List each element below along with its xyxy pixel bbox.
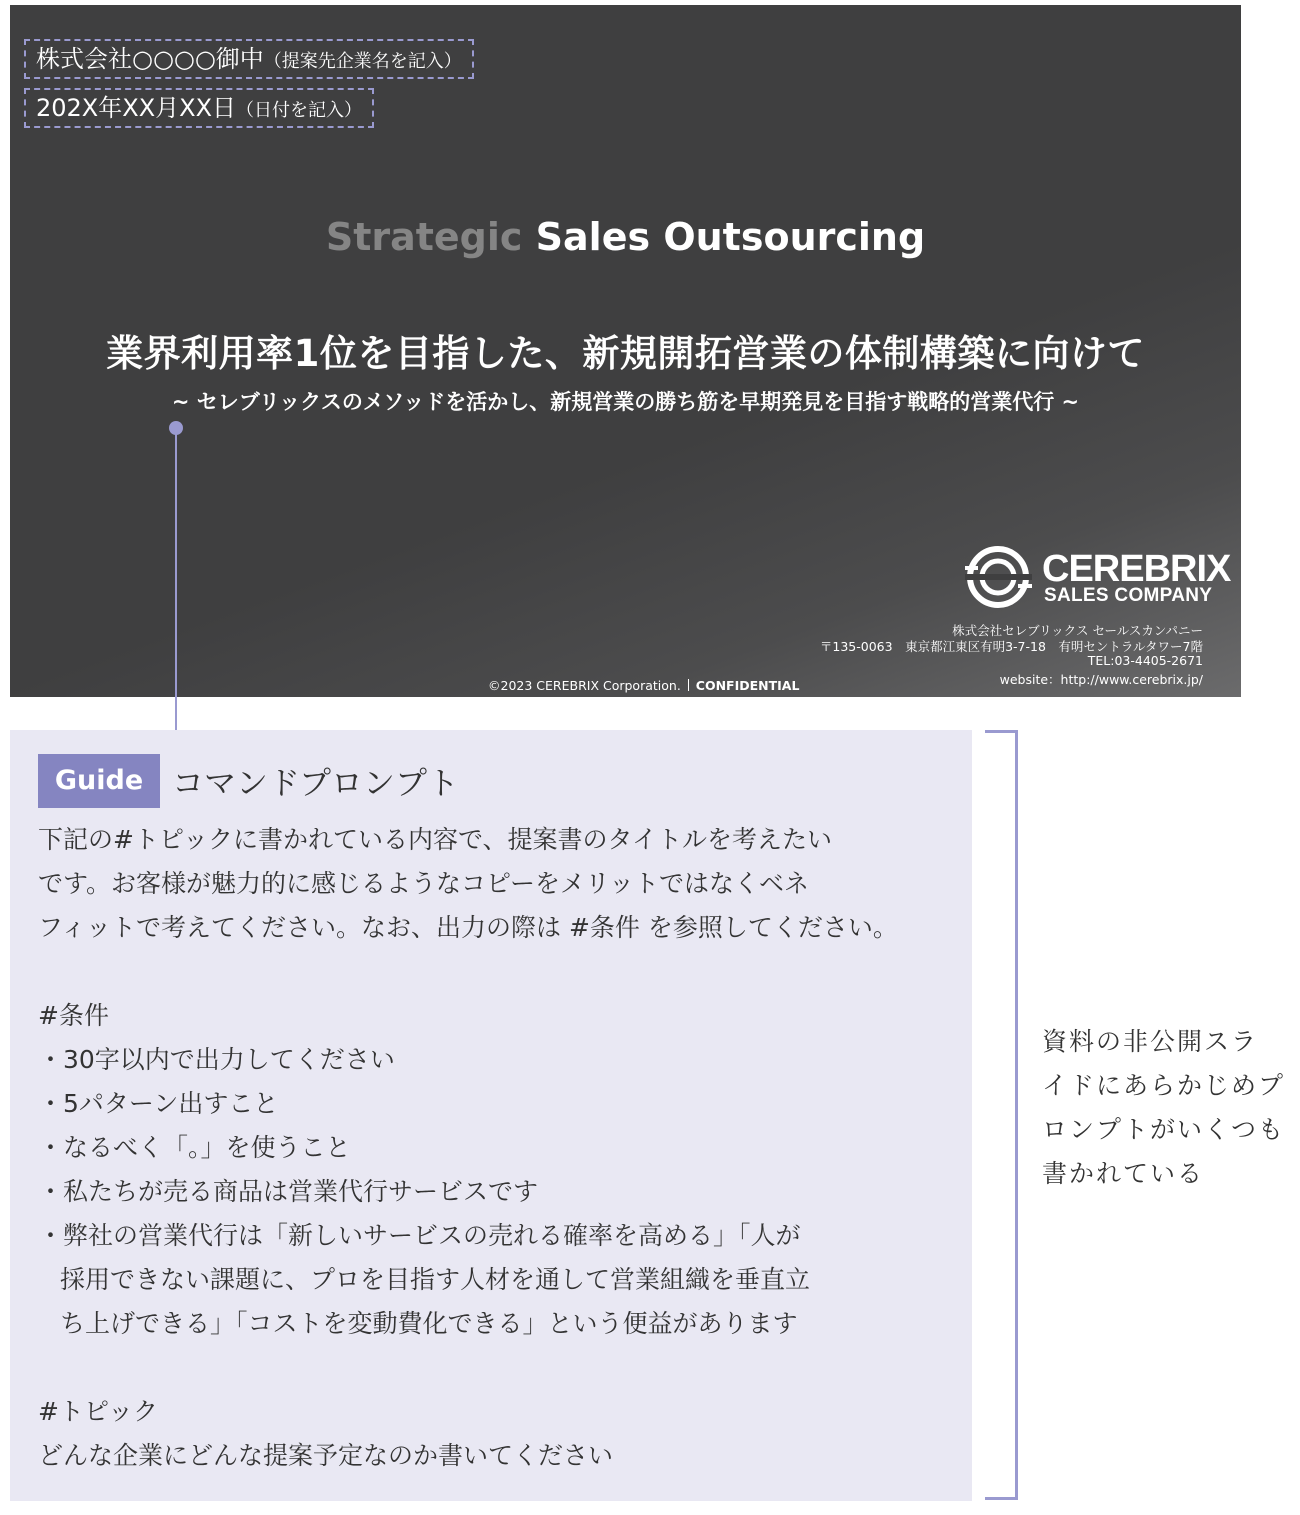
slide-subline: ~ セレブリックスのメソッドを活かし、新規営業の勝ち筋を早期発見を目指す戦略的営業代行 ~	[171, 390, 1080, 414]
condition-item: ・なるべく「。」を使うこと	[38, 1133, 351, 1162]
logo-name: CEREBRIX	[1042, 548, 1231, 590]
date-hint: （日付を記入）	[236, 100, 363, 121]
note-line: イドにあらかじめプ	[1042, 1071, 1286, 1100]
condition-item: ・弊社の営業代行は「新しいサービスの売れる確率を高める」「人が	[38, 1221, 801, 1250]
confidential-label: CONFIDENTIAL	[695, 678, 800, 693]
guide-tag: Guide	[38, 754, 160, 808]
side-note	[1042, 1020, 1292, 1196]
company-name: 株式会社セレブリックス セールスカンパニー	[952, 623, 1203, 638]
intro-line: 下記の#トピックに書かれている内容で、提案書のタイトルを考えたい	[38, 825, 832, 854]
proposal-slide	[10, 5, 1241, 697]
date-placeholder	[24, 88, 374, 128]
blank-line	[38, 950, 958, 994]
kicker-strategic: Strategic	[325, 215, 523, 259]
prompt-body	[38, 818, 958, 1478]
topic-heading: #トピック	[38, 1397, 158, 1426]
condition-item: ・30字以内で出力してください	[38, 1045, 395, 1074]
company-website: website：http://www.cerebrix.jp/	[999, 672, 1203, 687]
guide-panel	[10, 730, 972, 1501]
guide-title: コマンドプロンプト	[172, 764, 460, 802]
note-line: 資料の非公開スラ	[1042, 1027, 1259, 1056]
note-line: 書かれている	[1042, 1159, 1205, 1188]
conditions-heading: #条件	[38, 1001, 109, 1030]
company-address: 〒135-0063 東京都江東区有明3-7-18 有明セントラルタワー7階	[819, 639, 1203, 654]
intro-line: フィットで考えてください。なお、出力の際は #条件 を参照してください。	[38, 913, 898, 942]
copyright-text: ©2023 CEREBRIX Corporation.	[488, 678, 681, 693]
footer-copyright	[488, 678, 799, 693]
slide-kicker	[10, 215, 1241, 259]
slide-headline: 業界利用率1位を目指した、新規開拓営業の体制構築に向けて	[106, 332, 1145, 375]
condition-continuation: 採用できない課題に、プロを目指す人材を通して営業組織を垂直立	[60, 1265, 811, 1294]
addressee-main: 株式会社○○○○御中	[36, 45, 264, 73]
note-line: ロンプトがいくつも	[1042, 1115, 1286, 1144]
logo-subname: SALES COMPANY	[1044, 585, 1213, 606]
addressee-placeholder	[24, 39, 474, 79]
condition-item: ・私たちが売る商品は営業代行サービスです	[38, 1177, 539, 1206]
blank-line	[38, 1346, 958, 1390]
intro-line: です。お客様が魅力的に感じるようなコピーをメリットではなくベネ	[38, 869, 810, 898]
footer-divider	[688, 679, 689, 691]
condition-item: ・5パターン出すこと	[38, 1089, 279, 1118]
date-main: 202X年XX月XX日	[36, 94, 237, 122]
topic-text: どんな企業にどんな提案予定なのか書いてください	[38, 1441, 614, 1470]
addressee-hint: （提案先企業名を記入）	[263, 51, 462, 72]
kicker-sales-outsourcing: Sales Outsourcing	[535, 215, 926, 259]
company-tel: TEL:03-4405-2671	[1087, 653, 1203, 668]
side-bracket	[985, 730, 1018, 1500]
condition-continuation: ち上げできる」「コストを変動費化できる」という便益があります	[60, 1309, 798, 1338]
connector-line	[175, 428, 177, 730]
